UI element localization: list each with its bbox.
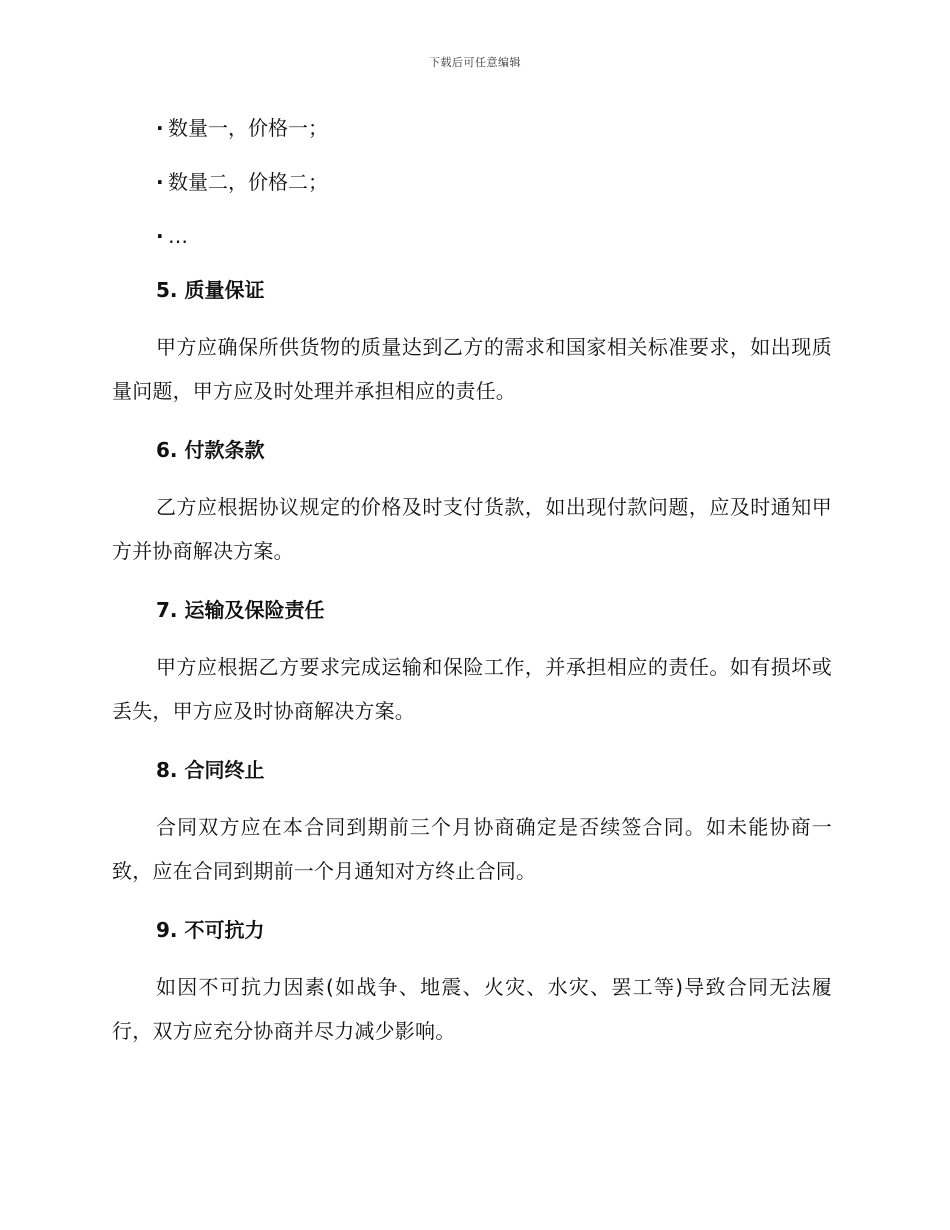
section-heading-payment: 6. 付款条款 [156, 438, 265, 462]
section-heading-quality: 5. 质量保证 [156, 278, 265, 302]
section-paragraph-payment: 乙方应根据协议规定的价格及时支付货款，如出现付款问题，应及时通知甲方并协商解决方案。 [112, 495, 832, 563]
page-header: 下载后可任意编辑 [429, 56, 521, 69]
list-item [156, 162, 832, 202]
section-paragraph-quality: 甲方应确保所供货物的质量达到乙方的需求和国家相关标准要求，如出现质量问题，甲方应及时处理并承担相应的责任。 [112, 335, 832, 403]
list-item [156, 108, 832, 148]
document-body [112, 108, 832, 1070]
section-heading-force-majeure: 9. 不可抗力 [156, 918, 265, 942]
section-heading-termination: 8. 合同终止 [156, 758, 265, 782]
list-item-text: 数量二，价格二； [168, 170, 328, 194]
list-item-text: 数量一，价格一； [168, 116, 328, 140]
list-item-text: … [168, 224, 188, 248]
section-paragraph-transport: 甲方应根据乙方要求完成运输和保险工作，并承担相应的责任。如有损坏或丢失，甲方应及时协商解决方案。 [112, 655, 832, 723]
bullet-marker: · [156, 116, 164, 140]
bullet-marker: · [156, 170, 164, 194]
section-paragraph-termination: 合同双方应在本合同到期前三个月协商确定是否续签合同。如未能协商一致，应在合同到期前一个月通知对方终止合同。 [112, 815, 832, 883]
bullet-marker: · [156, 224, 164, 248]
section-heading-transport: 7. 运输及保险责任 [156, 598, 325, 622]
section-paragraph-force-majeure: 如因不可抗力因素(如战争、地震、火灾、水灾、罢工等)导致合同无法履行，双方应充分协商并尽力减少影响。 [112, 975, 832, 1043]
list-item [156, 216, 832, 256]
